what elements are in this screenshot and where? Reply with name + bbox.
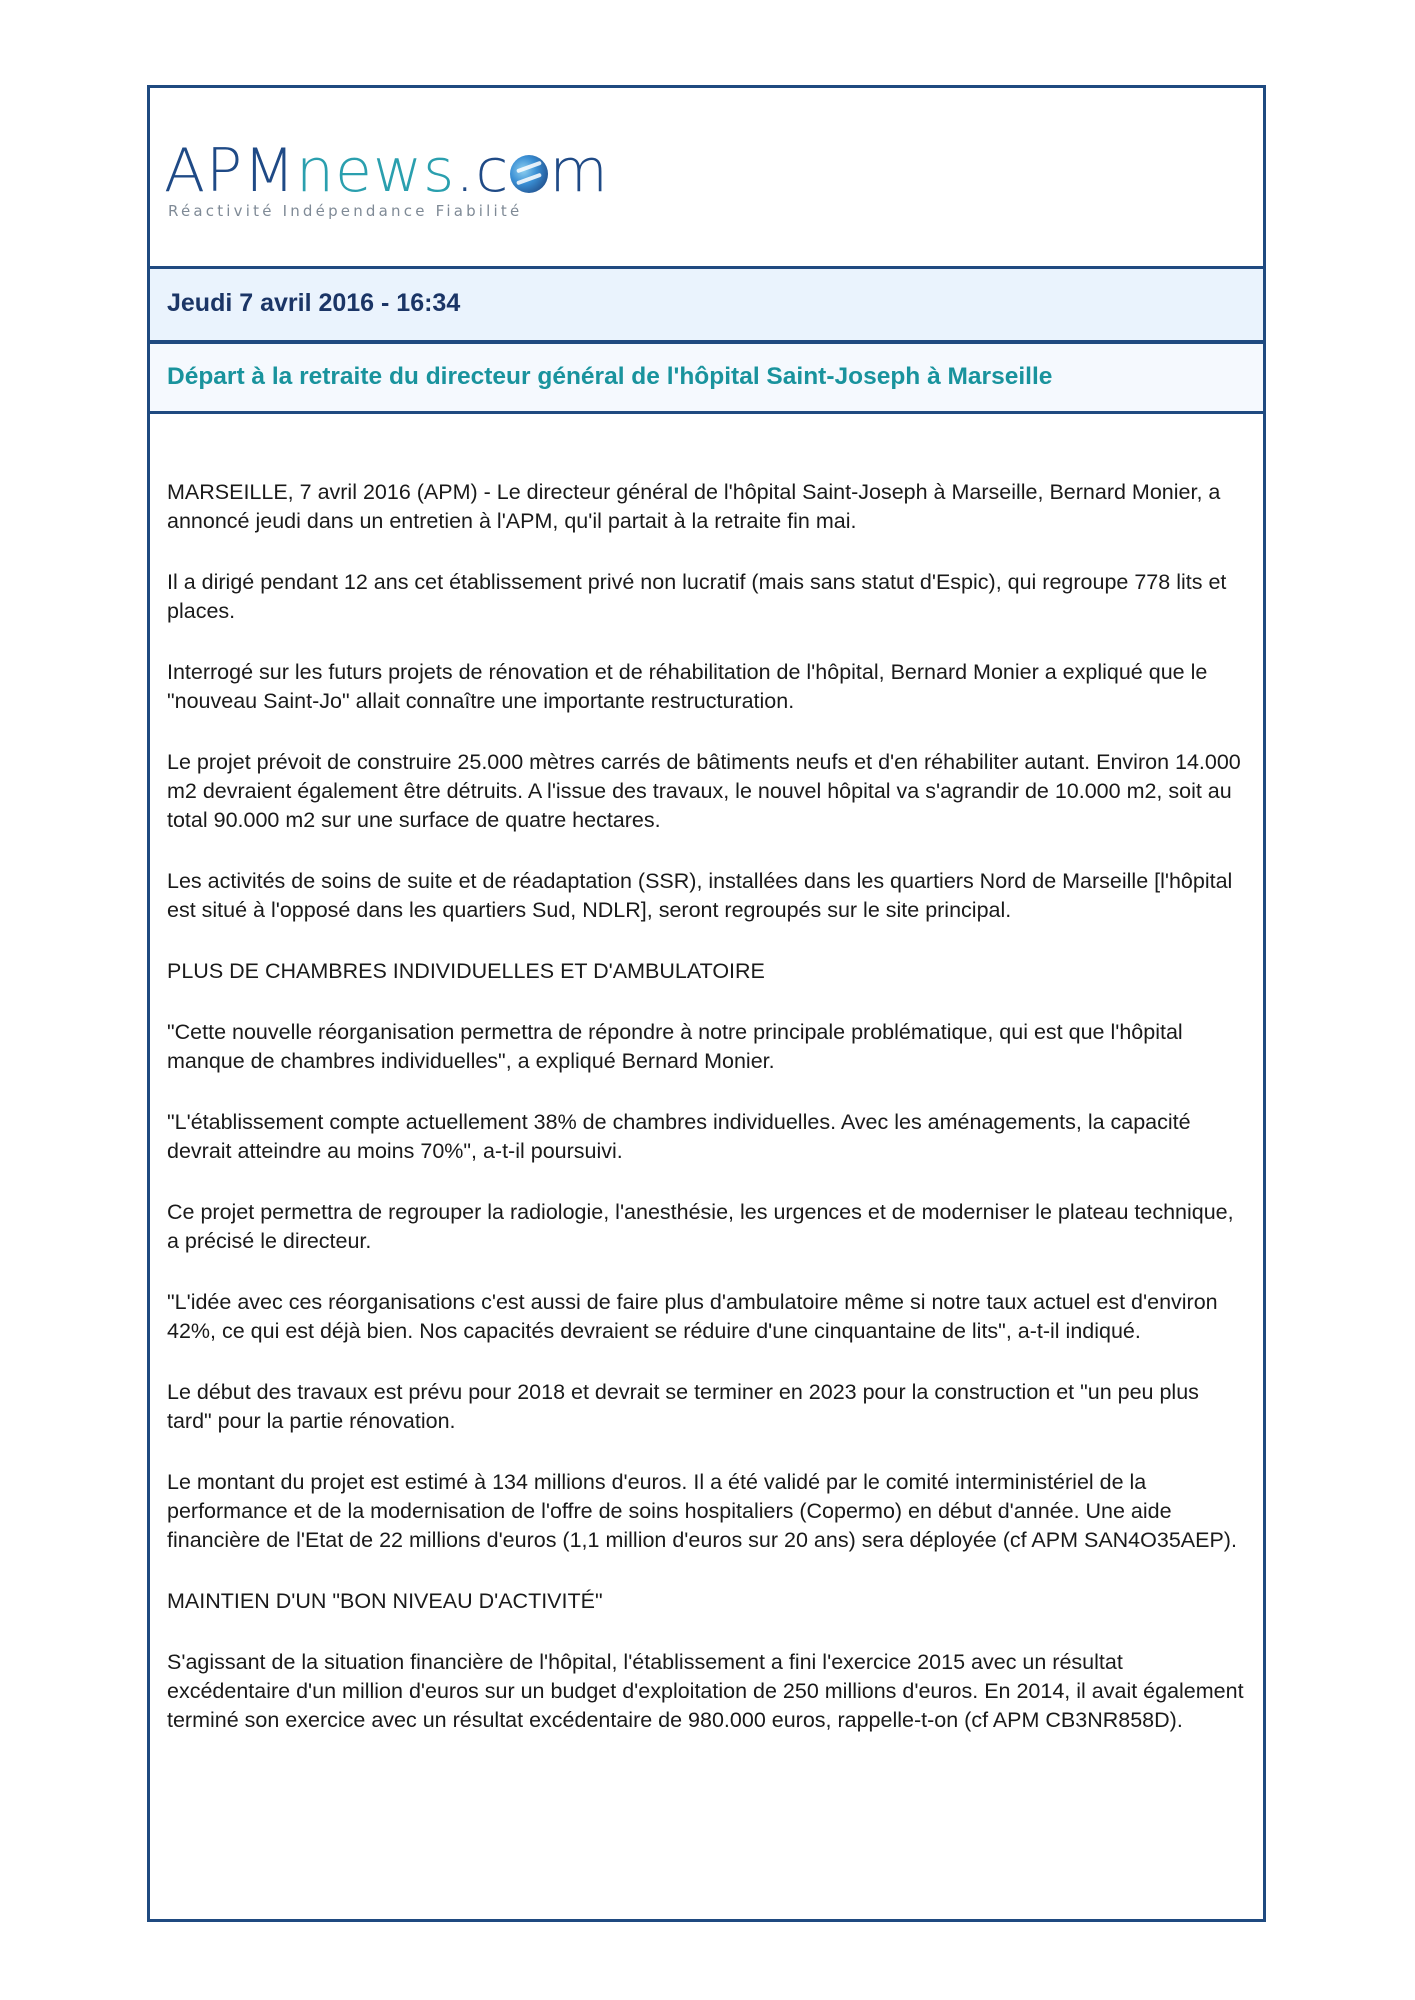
logo-c-text: c (475, 136, 510, 206)
logo-news-text: news (296, 136, 456, 206)
paragraph: Le montant du projet est estimé à 134 millions d'euros. Il a été validé par le comité interministériel de la performance et de la modernisation de l'offre de soins hospitaliers (Copermo) en début d'année. Une aide financière de l'Etat de 22 millions d'euros (1,1 million d'euros sur 20 ans) sera déployée (cf APM SAN4O35AEP). (167, 1470, 1237, 1552)
paragraph: Ce projet permettra de regrouper la radiologie, l'anesthésie, les urgences et de moderniser le plateau technique, a précisé le directeur. (167, 1200, 1234, 1253)
logo-wordmark (164, 136, 609, 206)
date-bar (150, 266, 1263, 344)
title-bar (150, 344, 1263, 414)
paragraph: Les activités de soins de suite et de réadaptation (SSR), installées dans les quartiers Nord de Marseille [l'hôpital est situé à l'opposé dans les quartiers Sud, NDLR], seront regroupés sur le site principal. (167, 869, 1233, 922)
paragraph-lead: MARSEILLE, 7 avril 2016 (APM) - Le directeur général de l'hôpital Saint-Joseph à Marseille, Bernard Monier, a annoncé jeudi dans un entretien à l'APM, qu'il partait à la retraite fin mai. (167, 480, 1221, 533)
logo-tagline: Réactivité Indépendance Fiabilité (168, 202, 523, 220)
logo-area (150, 88, 1263, 266)
paragraph: "L'établissement compte actuellement 38% de chambres individuelles. Avec les aménagements, la capacité devrait atteindre au moins 70%", a-t-il poursuivi. (167, 1110, 1191, 1163)
logo-dot-text: . (455, 136, 476, 206)
paragraph: Interrogé sur les futurs projets de rénovation et de réhabilitation de l'hôpital, Bernard Monier a expliqué que le "nouveau Saint-Jo" allait connaître une importante restructuration. (167, 660, 1208, 713)
section-heading: MAINTIEN D'UN "BON NIVEAU D'ACTIVITÉ" (167, 1589, 603, 1613)
paragraph: Le début des travaux est prévu pour 2018 et devrait se terminer en 2023 pour la construction et "un peu plus tard" pour la partie rénovation. (167, 1380, 1199, 1433)
article-frame (147, 85, 1266, 1922)
globe-icon (510, 155, 548, 193)
paragraph: "Cette nouvelle réorganisation permettra de répondre à notre principale problématique, qui est que l'hôpital manque de chambres individuelles", a expliqué Bernard Monier. (167, 1020, 1183, 1073)
paragraph: S'agissant de la situation financière de l'hôpital, l'établissement a fini l'exercice 2015 avec un résultat excédentaire d'un million d'euros sur un budget d'exploitation de 250 millions d'euros. En 2014, il avait également terminé son exercice avec un résultat excédentaire de 980.000 euros, rappelle-t-on (cf APM CB3NR858D). (167, 1650, 1244, 1732)
apmnews-logo[interactable] (164, 136, 609, 230)
publication-date: Jeudi 7 avril 2016 - 16:34 (167, 289, 461, 317)
article-title: Départ à la retraite du directeur général de l'hôpital Saint-Joseph à Marseille (167, 363, 1053, 390)
paragraph: "L'idée avec ces réorganisations c'est aussi de faire plus d'ambulatoire même si notre taux actuel est d'environ 42%, ce qui est déjà bien. Nos capacités devraient se réduire d'une cinquantaine de lits", a-t-il indiqué. (167, 1290, 1218, 1343)
logo-m-text: m (549, 136, 609, 206)
logo-apm-text: APM (164, 136, 296, 206)
section-heading: PLUS DE CHAMBRES INDIVIDUELLES ET D'AMBULATOIRE (167, 959, 765, 983)
article-body (167, 478, 1247, 1767)
paragraph: Il a dirigé pendant 12 ans cet établissement privé non lucratif (mais sans statut d'Espic), qui regroupe 778 lits et places. (167, 570, 1227, 623)
paragraph: Le projet prévoit de construire 25.000 mètres carrés de bâtiments neufs et d'en réhabiliter autant. Environ 14.000 m2 devraient également être détruits. A l'issue des travaux, le nouvel hôpital va s'agrandir de 10.000 m2, soit au total 90.000 m2 sur une surface de quatre hectares. (167, 750, 1241, 832)
